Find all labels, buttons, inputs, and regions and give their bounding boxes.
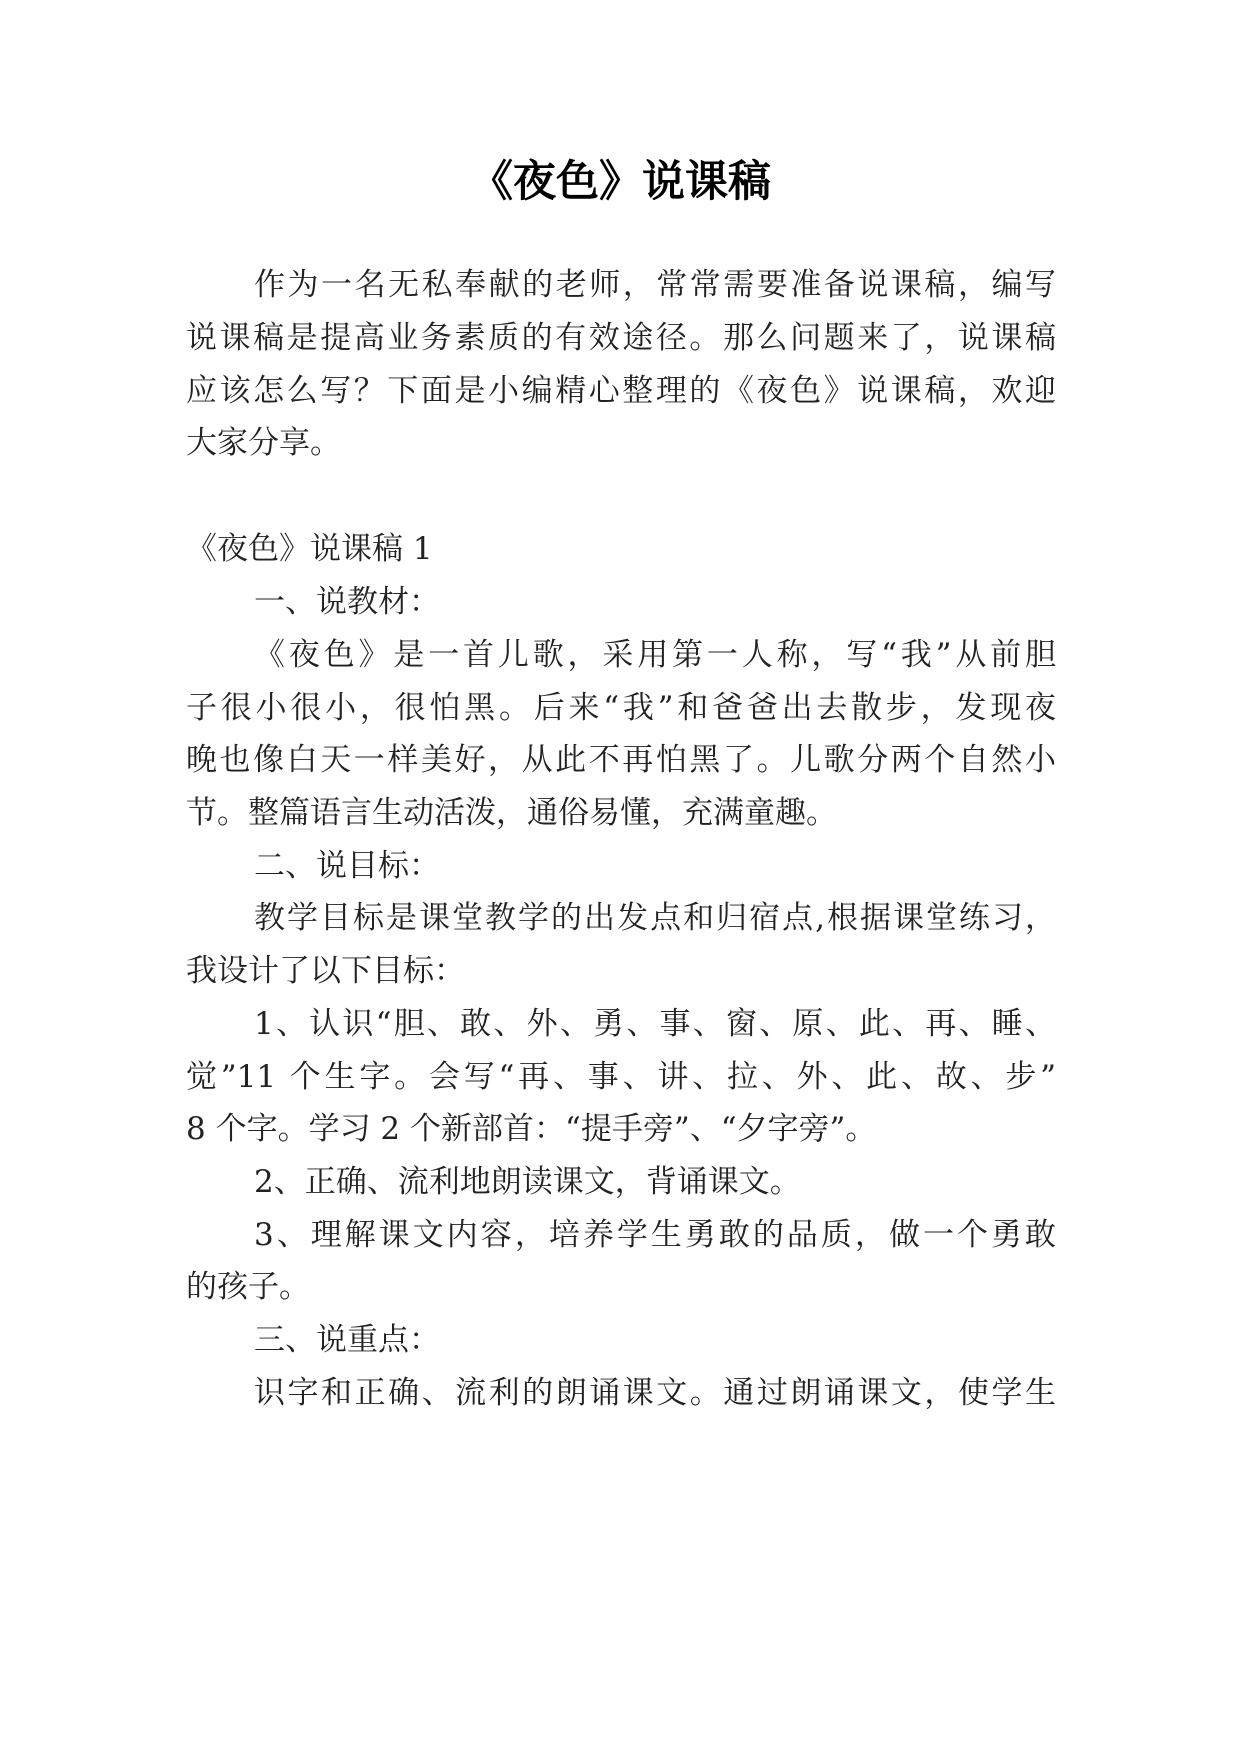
list-item-line: 3、理解课文内容，培养学生勇敢的品质，做一个勇敢 xyxy=(254,1217,1056,1253)
intro-line: 说课稿是提高业务素质的有效途径。那么问题来了，说课稿 xyxy=(186,320,1056,356)
list-item-line: 的孩子。 xyxy=(186,1269,310,1305)
body-line: 识字和正确、流利的朗诵课文。通过朗诵课文，使学生 xyxy=(254,1375,1056,1411)
document-title: 《夜色》说课稿 xyxy=(470,157,771,207)
subheading: 二、说目标： xyxy=(254,848,440,884)
intro-line: 大家分享。 xyxy=(186,425,341,461)
body-line: 教学目标是课堂教学的出发点和归宿点,根据课堂练习， xyxy=(254,900,1056,936)
intro-line: 作为一名无私奉献的老师，常常需要准备说课稿，编写 xyxy=(254,267,1056,303)
list-item-line: 1、认识“胆、敢、外、勇、事、窗、原、此、再、睡、 xyxy=(254,1006,1056,1042)
list-item-line: 2、正确、流利地朗读课文，背诵课文。 xyxy=(254,1164,801,1200)
body-line: 我设计了以下目标： xyxy=(186,953,465,989)
body-line: 节。整篇语言生动活泼，通俗易懂，充满童趣。 xyxy=(186,795,837,831)
subheading: 三、说重点： xyxy=(254,1322,440,1358)
list-item-line: 觉”11 个生字。会写“再、事、讲、拉、外、此、故、步” xyxy=(186,1059,1056,1095)
subheading: 一、说教材： xyxy=(254,584,440,620)
list-item-line: 8 个字。学习 2 个新部首：“提手旁”、“夕字旁”。 xyxy=(186,1111,877,1147)
section-heading: 《夜色》说课稿 1 xyxy=(186,531,433,567)
body-line: 《夜色》是一首儿歌，采用第一人称，写“我”从前胆 xyxy=(254,637,1056,673)
body-line: 子很小很小，很怕黑。后来“我”和爸爸出去散步，发现夜 xyxy=(186,690,1056,726)
intro-line: 应该怎么写？下面是小编精心整理的《夜色》说课稿，欢迎 xyxy=(186,373,1056,409)
body-line: 晚也像白天一样美好，从此不再怕黑了。儿歌分两个自然小 xyxy=(186,742,1056,778)
